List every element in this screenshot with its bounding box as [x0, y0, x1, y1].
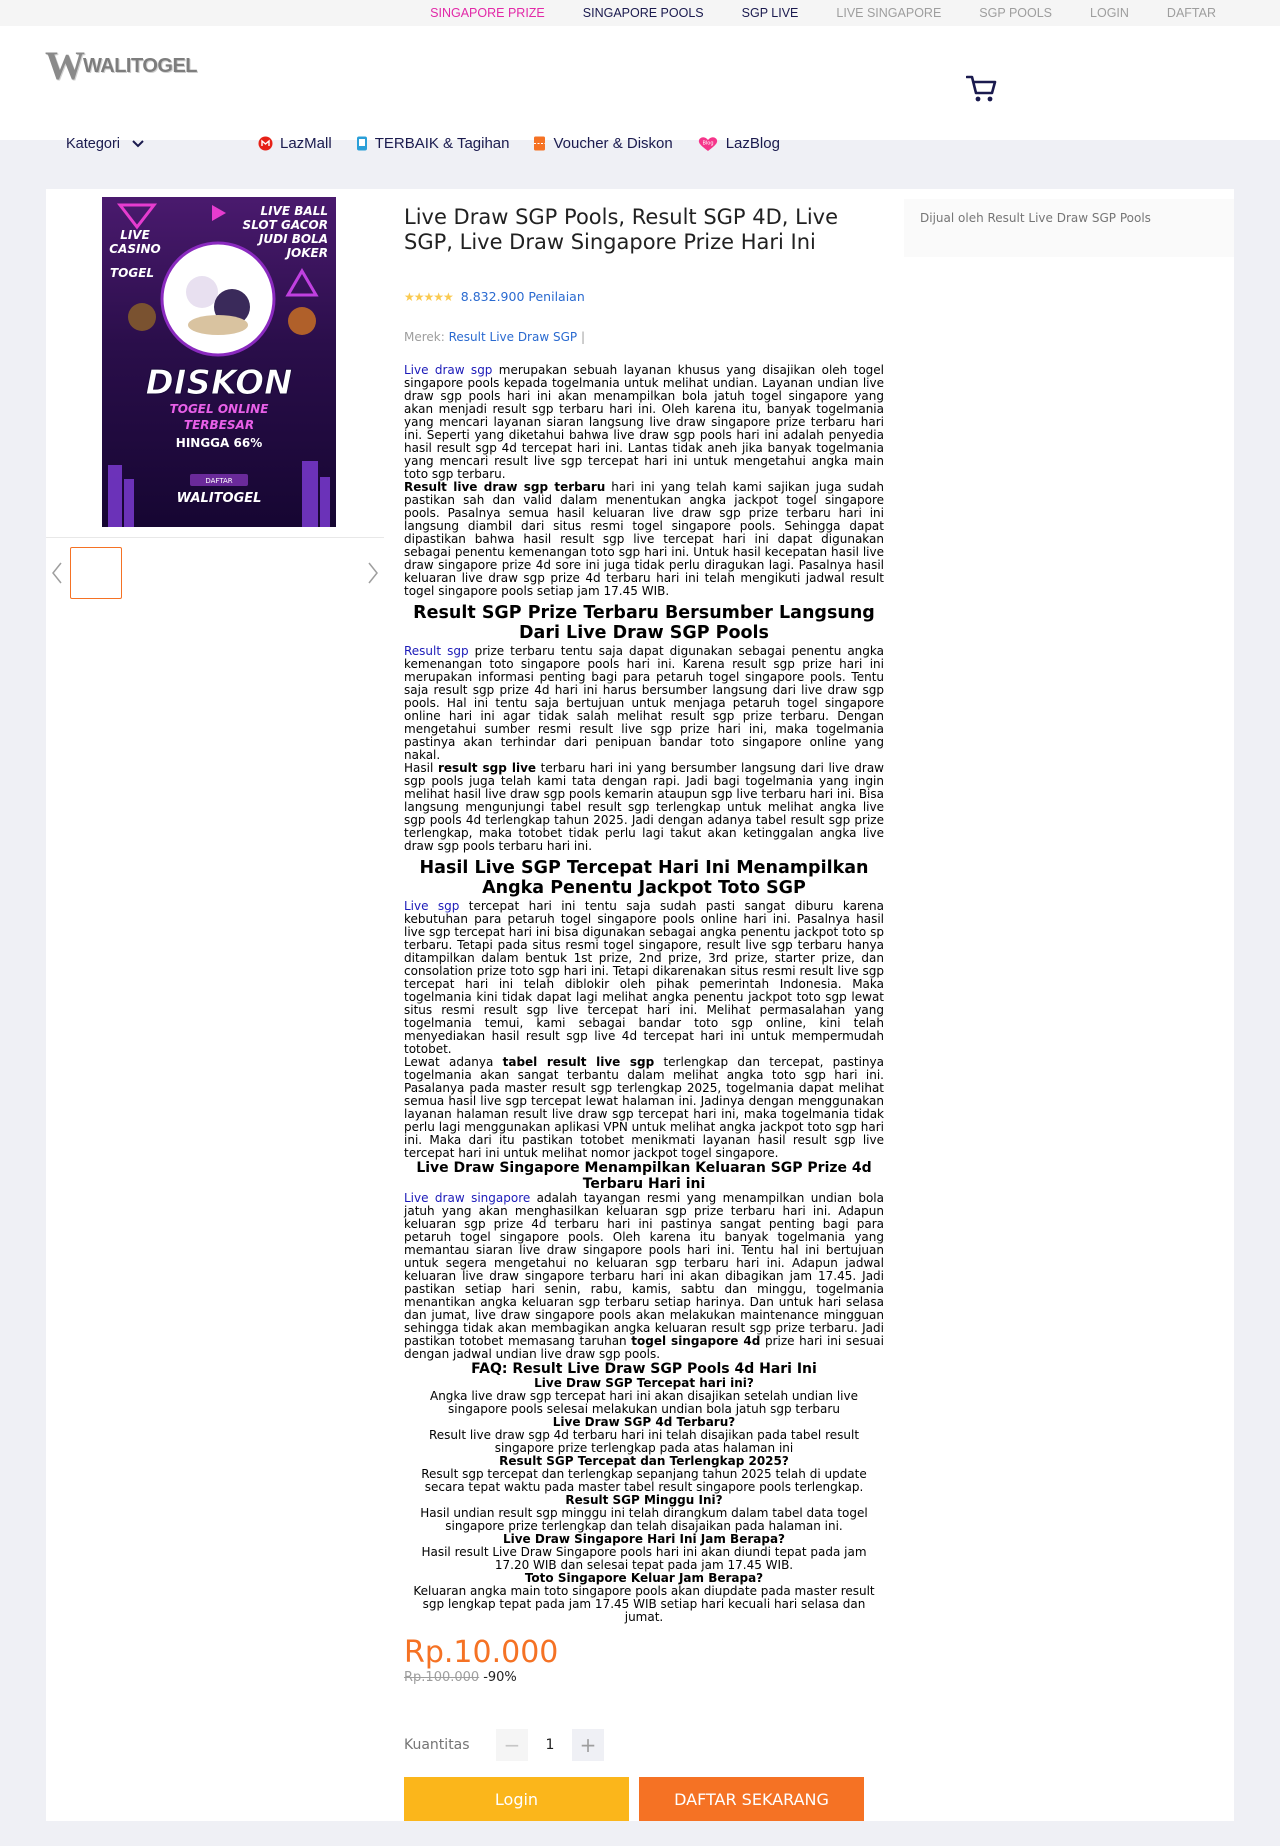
banner-slot-gacor: SLOT GACOR: [242, 218, 328, 232]
site-logo[interactable]: [45, 43, 198, 88]
lazmall-icon: [258, 136, 273, 151]
faq-question: Result SGP Tercepat dan Terlengkap 2025?: [499, 1454, 789, 1468]
quantity-row: [404, 1729, 884, 1761]
nav-lazblog[interactable]: [697, 135, 780, 152]
nav-lazblog-label: LazBlog: [725, 135, 780, 152]
banner-togel: TOGEL: [109, 266, 155, 280]
brand-link[interactable]: Result Live Draw SGP: [448, 330, 578, 344]
nav-topup-label: TERBAIK & Tagihan: [374, 135, 510, 152]
desc-heading: Result SGP Prize Terbaru Bersumber Langsung Dari Live Draw SGP Pools: [413, 603, 875, 643]
banner-live-ball: LIVE BALL: [260, 204, 328, 218]
product-card: [46, 189, 1234, 1821]
product-rating: [404, 289, 884, 304]
site-header: [0, 26, 1280, 152]
desc-paragraph: tercepat hari ini tentu saja sudah pasti sangat diburu karena kebutuhan para petaruh togel singapore pools online hari ini. Pasalnya hasil live sgp tercepat hari ini bisa digunakan sebagai angka penentu jackpot toto sp terbaru. Tetapi pada situs resmi togel singapore, result live sgp terbaru hanya ditampilkan dalam bentuk 1st prize, 2nd prize, 3rd prize, starter prize, dan consolation prize toto sgp hari ini. Tetapi dikarenakan situs resmi result live sgp tercepat hari ini telah diblokir oleh pihak pemerintah Indonesia. Maka togelmania kini tidak dapat lagi melihat angka penentu jackpot toto sgp lewat situs resmi result sgp live tercepat hari ini. Melihat permasalahan yang togelmania temui, kami sebagai bandar toto sgp online, kini telah menyediakan hasil result sgp live 4d tercepat hari ini untuk mempermudah totobet.: [404, 899, 884, 1056]
nav-lazmall[interactable]: [258, 135, 332, 152]
toplink-login[interactable]: LOGIN: [1090, 6, 1129, 20]
desc-text: Lewat adanya: [404, 1055, 503, 1069]
faq-title: FAQ: Result Live Draw SGP Pools 4d Hari Ini: [471, 1361, 817, 1377]
daftar-sekarang-button[interactable]: DAFTAR SEKARANG: [639, 1777, 864, 1821]
chevron-right-icon[interactable]: [366, 561, 380, 585]
desc-text: Hasil: [404, 761, 438, 775]
quantity-value[interactable]: 1: [545, 1737, 555, 1753]
faq-question: Toto Singapore Keluar Jam Berapa?: [524, 1571, 764, 1585]
link-result-sgp[interactable]: Result sgp: [404, 644, 469, 658]
banner-diskon: DISKON: [145, 363, 293, 403]
banner-togel-online: TOGEL ONLINE: [169, 402, 269, 416]
lazblog-icon: [697, 136, 719, 152]
desc-heading: Hasil Live SGP Tercepat Hari Ini Menampilkan Angka Penentu Jackpot Toto SGP: [419, 858, 869, 898]
desc-paragraph: adalah tayangan resmi yang menampilkan undian bola jatuh yang akan menghasilkan keluaran sgp prize terbaru hari ini. Adapun keluaran sgp prize 4d terbaru hari ini pastinya sangat penting bagi para petaruh togel singapore pools. Oleh karena itu banyak togelmania yang memantau siaran live draw singapore pools hari ini. Tentu hal ini bertujuan untuk segera mengetahui no keluaran sgp terbaru hari ini. Adapun jadwal keluaran live draw singapore terbaru hari ini akan dibagikan jam 17.45. Jadi pastikan setiap hari senin, rabu, kamis, sabtu dan minggu, togelmania menantikan angka keluaran sgp terbaru setiap harinya. Dan untuk hari selasa dan jumat, live draw singapore pools akan melakukan maintenance mingguan sehingga tidak akan membagikan angka keluaran result sgp prize terbaru. Jadi pastikan totobet memasang taruhan: [404, 1191, 884, 1348]
gallery-divider: [46, 537, 384, 538]
brand-label: Merek:: [404, 330, 445, 344]
header-nav: [258, 135, 804, 152]
banner-live: LIVE: [120, 228, 150, 242]
desc-paragraph: terbaru hari ini yang bersumber langsung dari live draw sgp pools juga telah kami tata dengan rapi. Jadi bagi togelmania yang ingin melihat hasil live draw sgp pools kemarin ataupun sgp live terbaru hari ini. Bisa langsung mengunjungi tabel result sgp terlengkap untuk melihat angka live sgp pools 4d terlengkap tahun 2025. Jadi dengan adanya tabel result sgp prize terlengkap, maka totobet tidak perlu lagi takut akan ketinggalan angka live draw sgp pools terbaru hari ini.: [404, 761, 884, 853]
brand-separator: |: [580, 330, 586, 344]
product-main-image[interactable]: [102, 197, 336, 527]
seller-info: [904, 199, 1234, 257]
current-price: Rp.10.000: [404, 1635, 559, 1670]
toplink-singapore-prize[interactable]: SINGAPORE PRIZE: [430, 6, 545, 20]
voucher-icon: [533, 136, 546, 151]
desc-bold: togel singapore 4d: [631, 1334, 761, 1348]
quantity-label: Kuantitas: [404, 1737, 470, 1753]
topup-icon: [356, 136, 368, 151]
banner-joker: JOKER: [286, 246, 328, 260]
desc-paragraph: merupakan sebuah layanan khusus yang disajikan oleh togel singapore pools kepada togelmania untuk melihat undian. Layanan undian live draw sgp pools hari ini akan menampilkan bola jatuh togel singapore yang akan menjadi result sgp terbaru hari ini. Oleh karena itu, banyak togelmania yang mencari layanan siaran langsung live draw singapore prize terbaru hari ini. Seperti yang diketahui bahwa live draw sgp pools hari ini adalah penyedia hasil result sgp 4d tercepat hari ini. Lantas tidak aneh jika banyak togelmania yang mencari result live sgp tercepat hari ini untuk mengetahui angka main toto sgp terbaru.: [404, 363, 885, 481]
promo-banner: [102, 197, 336, 527]
banner-casino: CASINO: [109, 242, 161, 256]
product-description: [404, 364, 884, 1624]
desc-subheading: Live Draw Singapore Menampilkan Keluaran SGP Prize 4d Terbaru Hari ini: [416, 1160, 872, 1192]
toplink-sgp-pools[interactable]: SGP POOLS: [979, 6, 1053, 20]
faq-question: Live Draw Singapore Hari Ini Jam Berapa?: [502, 1532, 786, 1546]
faq-answer: Keluaran angka main toto singapore pools akan diupdate pada master result sgp lengkap tepat pada jam 17.45 WIB setiap hari kecuali hari selasa dan jumat.: [413, 1584, 875, 1624]
faq-answer: Hasil undian result sgp minggu ini telah dirangkum dalam tabel data togel singapore prize terlengkap dan telah disajaikan pada halaman ini.: [420, 1506, 868, 1533]
logo-w-mark: W: [45, 43, 79, 88]
chevron-left-icon[interactable]: [50, 561, 64, 585]
svg-text:Blog: Blog: [702, 140, 714, 146]
faq-question: Result SGP Minggu Ini?: [565, 1493, 723, 1507]
desc-paragraph: terlengkap dan tercepat, pastinya togelmania akan sangat terbantu dalam melihat angka toto sgp hari ini. Pasalanya pada master result sgp terlengkap 2025, togelmania dapat melihat semua hasil live sgp tercepat lewat halaman ini. Jadinya dengan menggunakan layanan halaman result live draw sgp tercepat hari ini, maka togelmania tidak perlu lagi menggunakan aplikasi VPN untuk melihat angka jackpot toto sgp hari ini. Maka dari itu pastikan totobet menikmati layanan hasil result sgp live tercepat hari ini untuk melihat nomor jackpot togel singapore.: [404, 1055, 884, 1160]
product-detail: [404, 205, 884, 1821]
desc-bold: Result live draw sgp terbaru: [404, 480, 606, 494]
cart-icon[interactable]: [966, 74, 998, 104]
quantity-minus-button[interactable]: −: [496, 1729, 528, 1761]
brand-row: [404, 330, 884, 344]
quantity-plus-button[interactable]: +: [572, 1729, 604, 1761]
login-button[interactable]: Login: [404, 1777, 629, 1821]
desc-bold: tabel result live sgp: [502, 1055, 655, 1069]
link-live-sgp[interactable]: Live sgp: [404, 899, 460, 913]
faq-section: [404, 1361, 884, 1624]
toplink-daftar[interactable]: DAFTAR: [1166, 6, 1216, 20]
nav-voucher[interactable]: [533, 135, 672, 152]
seller-text: Dijual oleh Result Live Draw SGP Pools: [920, 211, 1151, 225]
faq-question: Live Draw SGP Tercepat hari ini?: [534, 1376, 754, 1390]
rating-count-link[interactable]: 8.832.900 Penilaian: [460, 289, 585, 304]
original-price: Rp.100.000: [404, 1670, 480, 1685]
banner-terbesar: TERBESAR: [183, 418, 255, 432]
kategori-dropdown[interactable]: [66, 136, 144, 152]
nav-lazmall-label: LazMall: [280, 135, 332, 152]
nav-topup[interactable]: [356, 135, 510, 152]
toplink-live-singapore[interactable]: LIVE SINGAPORE: [836, 6, 942, 20]
nav-voucher-label: Voucher & Diskon: [553, 135, 673, 152]
faq-question: Live Draw SGP 4d Terbaru?: [552, 1415, 736, 1429]
price-origin-row: [404, 1670, 884, 1685]
faq-answer: Angka live draw sgp tercepat hari ini akan disajikan setelah undian live singapore pools selesai melakukan undian bola jatuh sgp terbaru: [429, 1389, 858, 1416]
toplink-sgp-live[interactable]: SGP LIVE: [741, 6, 799, 20]
kategori-label: Kategori: [66, 136, 121, 152]
action-buttons: [404, 1777, 884, 1821]
faq-answer: Result sgp tercepat dan terlengkap sepanjang tahun 2025 telah di update secara tepat waktu pada master tabel result singapore pools terlengkap.: [421, 1467, 867, 1494]
toplink-singapore-pools[interactable]: SINGAPORE POOLS: [582, 6, 704, 20]
faq-answer: Result live draw sgp 4d terbaru hari ini telah disajikan pada tabel result singapore prize terlengkap pada atas halaman ini: [428, 1428, 860, 1455]
link-live-draw-singapore[interactable]: Live draw singapore: [404, 1191, 531, 1205]
logo-text: WALITOGEL: [83, 54, 198, 77]
link-live-draw-sgp[interactable]: Live draw sgp: [404, 363, 493, 377]
desc-bold: result sgp live: [437, 761, 537, 775]
discount-badge: -90%: [483, 1670, 517, 1685]
top-links-bar: [0, 0, 1280, 26]
product-title: Live Draw SGP Pools, Result SGP 4D, Live SGP, Live Draw Singapore Prize Hari Ini: [404, 205, 839, 254]
banner-judi-bola: JUDI BOLA: [258, 232, 328, 246]
desc-paragraph: prize terbaru tentu saja dapat digunakan sebagai penentu angka kemenangan toto singapore pools hari ini. Karena result sgp prize hari ini merupakan informasi penting bagi para petaruh togel singapore pools. Tentu saja result sgp prize 4d hari ini harus bersumber langsung dari live draw sgp pools. Hal ini tentu saja bertujuan untuk menjaga petaruh togel singapore online hari ini agar tidak salah melihat result sgp prize terbaru. Dengan mengetahui sumber resmi result live sgp prize hari ini, maka togelmania pastinya akan terhindar dari penipuan bandar toto singapore online yang nakal.: [404, 644, 884, 762]
banner-daftar: DAFTAR: [205, 477, 233, 485]
banner-hingga: HINGGA 66%: [175, 436, 263, 450]
chevron-down-icon: [132, 140, 144, 148]
desc-paragraph: hari ini yang telah kami sajikan juga sudah pastikan sah dan valid dalam menentukan angka jackpot togel singapore pools. Pasalnya semua hasil keluaran live draw sgp prize terbaru hari ini langsung diambil dari situs resmi togel singapore pools. Sehingga dapat dipastikan bahwa hasil result sgp live tercepat hari ini dapat digunakan sebagai penentu kemenangan toto sgp hari ini. Untuk hasil kecepatan hasil live draw singapore prize 4d sore ini juga tidak perlu diragukan lagi. Pasalnya hasil keluaran live draw sgp prize 4d terbaru hari ini telah mengikuti jadwal result togel singapore pools setiap jam 17.45 WIB.: [404, 480, 884, 598]
faq-answer: Hasil result Live Draw Singapore pools hari ini akan diundi tepat pada jam 17.20 WIB dan selesai tepat pada jam 17.45 WIB.: [421, 1545, 867, 1572]
desc-paragraph: prize hari ini sesuai dengan jadwal undian live draw sgp pools.: [404, 1334, 884, 1361]
star-rating-icon: ★★★★★: [404, 289, 453, 304]
gallery-thumbnail[interactable]: [70, 547, 122, 599]
banner-walitogel: WALITOGEL: [176, 491, 262, 506]
